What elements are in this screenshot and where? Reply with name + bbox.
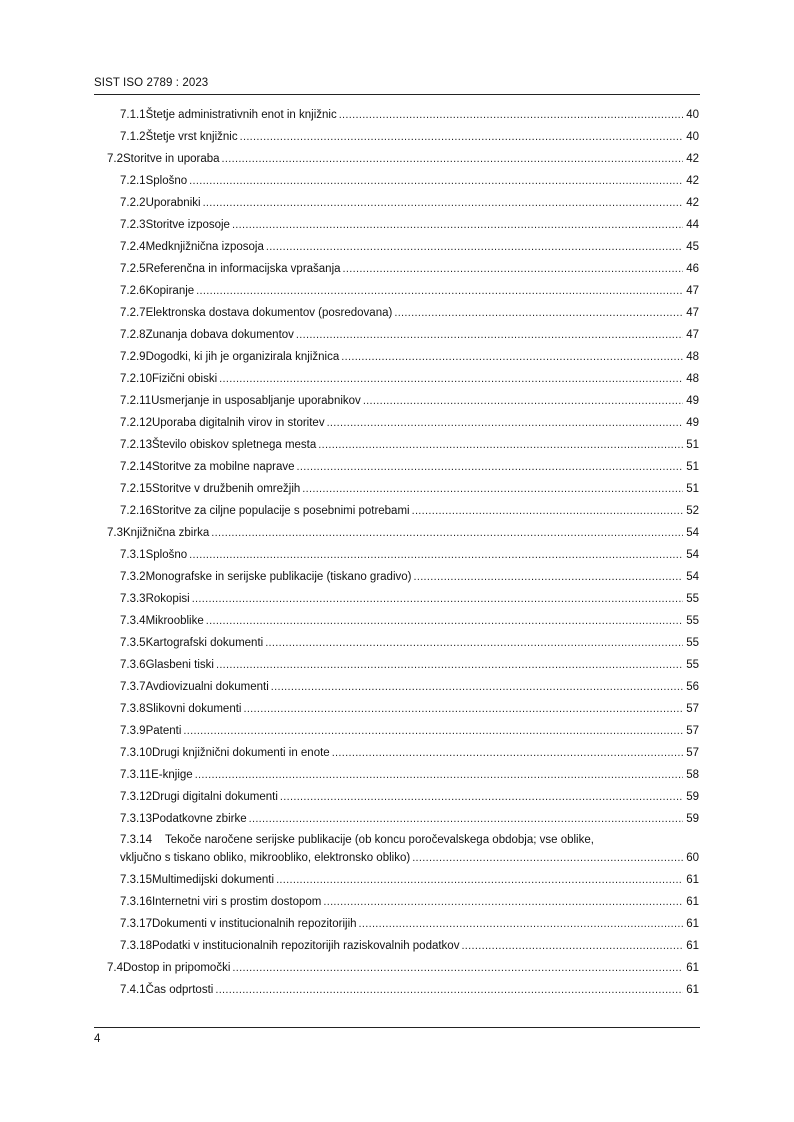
- toc-entry-page: 61: [686, 896, 699, 908]
- toc-entry-title: Uporaba digitalnih virov in storitev: [151, 417, 325, 429]
- toc-leader-dots: [323, 895, 683, 909]
- toc-entry-number: 7.3.7: [120, 681, 146, 693]
- toc-entry-number: 7.3: [107, 527, 123, 539]
- toc-entry[interactable]: [120, 438, 699, 452]
- toc-entry[interactable]: [120, 983, 699, 997]
- toc-entry-number: 7.2.11: [120, 395, 152, 407]
- toc-leader-dots: [332, 746, 683, 760]
- toc-entry[interactable]: [120, 196, 699, 210]
- toc-entry-page: 54: [686, 527, 699, 539]
- toc-entry-page: 61: [686, 940, 699, 952]
- toc-entry[interactable]: [120, 702, 699, 716]
- toc-leader-dots: [232, 218, 683, 232]
- toc-entry[interactable]: [120, 218, 699, 232]
- toc-entry-title: Štetje administrativnih enot in knjižnic: [145, 109, 337, 121]
- toc-entry-title: Storitve za mobilne naprave: [151, 461, 295, 473]
- toc-leader-dots: [215, 983, 683, 997]
- toc-entry-title: Fizični obiski: [151, 373, 218, 385]
- toc-entry-number: 7.2.3: [120, 219, 146, 231]
- toc-entry-title: Štetje vrst knjižnic: [145, 131, 238, 143]
- toc-entry-number: 7.4.1: [120, 984, 146, 996]
- toc-entry-title-continued: vključno s tiskano obliko, mikroobliko, elektronsko obliko): [120, 852, 411, 864]
- toc-leader-dots: [249, 812, 683, 826]
- toc-entry[interactable]: [120, 548, 699, 562]
- toc-leader-dots: [195, 768, 683, 782]
- toc-section[interactable]: [107, 961, 699, 975]
- toc-entry-title: Dogodki, ki jih je organizirala knjižnica: [145, 351, 340, 363]
- toc-entry-page: 49: [686, 417, 699, 429]
- toc-entry-number: 7.3.4: [120, 615, 146, 627]
- toc-leader-dots: [216, 658, 683, 672]
- toc-entry-page: 40: [686, 131, 699, 143]
- toc-entry-page: 61: [686, 962, 699, 974]
- toc-leader-dots: [327, 416, 683, 430]
- toc-entry-number: 7.2.9: [120, 351, 146, 363]
- toc-entry[interactable]: [120, 350, 699, 364]
- toc-leader-dots: [222, 152, 683, 166]
- toc-entry-title: Storitve in uporaba: [123, 153, 220, 165]
- toc-entry-number: 7.2.13: [120, 439, 152, 451]
- header-divider: [94, 94, 700, 95]
- toc-leader-dots: [203, 196, 683, 210]
- toc-leader-dots: [343, 262, 683, 276]
- toc-entry[interactable]: [120, 851, 699, 865]
- toc-entry[interactable]: [120, 262, 699, 276]
- toc-entry-number: 7.3.12: [120, 791, 152, 803]
- toc-entry-page: 55: [686, 593, 699, 605]
- toc-entry-page: 51: [686, 483, 699, 495]
- toc-entry-page: 47: [686, 329, 699, 341]
- toc-leader-dots: [265, 636, 683, 650]
- toc-entry-title: Splošno: [145, 549, 188, 561]
- toc-entry[interactable]: [120, 895, 699, 909]
- running-header: SIST ISO 2789 : 2023: [94, 77, 209, 89]
- toc-entry-title: Multimedijski dokumenti: [151, 874, 275, 886]
- toc-entry-number: 7.1.1: [120, 109, 146, 121]
- toc-entry-title: Knjižnična zbirka: [123, 527, 210, 539]
- toc-entry-number: 7.3.15: [120, 874, 152, 886]
- toc-entry-number: 7.3.16: [120, 896, 152, 908]
- toc-entry-number: 7.2.12: [120, 417, 152, 429]
- toc-entry-title: Referenčna in informacijska vprašanja: [145, 263, 341, 275]
- toc-leader-dots: [280, 790, 683, 804]
- toc-leader-dots: [240, 130, 683, 144]
- toc-entry-number: 7.3.3: [120, 593, 146, 605]
- toc-entry-number: 7.2.7: [120, 307, 146, 319]
- toc-entry-number: 7.3.11: [120, 769, 152, 781]
- toc-entry-title: Število obiskov spletnega mesta: [151, 439, 317, 451]
- toc-entry-title: Elektronska dostava dokumentov (posredovana): [145, 307, 393, 319]
- toc-entry-page: 57: [686, 725, 699, 737]
- toc-entry-title: Glasbeni tiski: [145, 659, 214, 671]
- toc-entry-number: 7.3.1: [120, 549, 146, 561]
- toc-entry[interactable]: [120, 724, 699, 738]
- toc-leader-dots: [189, 548, 683, 562]
- toc-entry-number: 7.2.2: [120, 197, 146, 209]
- toc-leader-dots: [266, 240, 683, 254]
- toc-entry-page: 47: [686, 307, 699, 319]
- toc-entry-number: 7.3.14: [120, 834, 152, 846]
- toc-entry-title: Mikrooblike: [145, 615, 204, 627]
- toc-entry-title: Drugi knjižnični dokumenti in enote: [151, 747, 330, 759]
- toc-entry-title: Medknjižnična izposoja: [145, 241, 264, 253]
- toc-entry-page: 40: [686, 109, 699, 121]
- toc-entry[interactable]: [120, 768, 699, 782]
- toc-entry-title: Dostop in pripomočki: [123, 962, 231, 974]
- toc-entry-title: Drugi digitalni dokumenti: [151, 791, 278, 803]
- toc-leader-dots: [206, 614, 683, 628]
- toc-leader-dots: [363, 394, 683, 408]
- toc-entry-page: 55: [686, 615, 699, 627]
- toc-entry[interactable]: [120, 174, 699, 188]
- toc-leader-dots: [297, 460, 683, 474]
- toc-entry[interactable]: [120, 570, 699, 584]
- toc-leader-dots: [232, 961, 683, 975]
- toc-entry-page: 49: [686, 395, 699, 407]
- toc-entry-title: Podatkovne zbirke: [151, 813, 247, 825]
- toc-entry-page: 55: [686, 659, 699, 671]
- toc-leader-dots: [189, 174, 683, 188]
- toc-entry[interactable]: [120, 636, 699, 650]
- toc-entry-number: 7.2.5: [120, 263, 146, 275]
- toc-leader-dots: [219, 372, 683, 386]
- toc-entry-page: 61: [686, 874, 699, 886]
- toc-entry-page: 59: [686, 813, 699, 825]
- toc-entry[interactable]: [120, 812, 699, 826]
- toc-entry-title: Uporabniki: [145, 197, 201, 209]
- toc-entry-number: 7.3.17: [120, 918, 152, 930]
- toc-entry-number: 7.2.10: [120, 373, 152, 385]
- toc-entry-page: 42: [686, 197, 699, 209]
- toc-entry-title: Avdiovizualni dokumenti: [145, 681, 269, 693]
- toc-section[interactable]: [107, 152, 699, 166]
- toc-entry-title: Storitve izposoje: [145, 219, 230, 231]
- toc-entry-page: 46: [686, 263, 699, 275]
- toc-entry-page: 54: [686, 571, 699, 583]
- toc-entry-page: 59: [686, 791, 699, 803]
- toc-entry-page: 51: [686, 439, 699, 451]
- toc-entry-number: 7.3.18: [120, 940, 152, 952]
- toc-entry-page: 42: [686, 153, 699, 165]
- toc-entry-number: 7.2.8: [120, 329, 146, 341]
- toc-entry-title: Podatki v institucionalnih repozitorijih raziskovalnih podatkov: [151, 940, 460, 952]
- toc-entry-title: Rokopisi: [145, 593, 190, 605]
- toc-entry-number: 7.2.14: [120, 461, 152, 473]
- toc-entry[interactable]: [120, 482, 699, 496]
- toc-entry-title: Slikovni dokumenti: [145, 703, 242, 715]
- toc-entry-title: Splošno: [145, 175, 188, 187]
- toc-entry[interactable]: [120, 746, 699, 760]
- toc-entry-title: Storitve za ciljne populacije s posebnimi potrebami: [151, 505, 410, 517]
- toc-entry[interactable]: [120, 328, 699, 342]
- toc-entry-page: 61: [686, 918, 699, 930]
- toc-entry-page: 44: [686, 219, 699, 231]
- toc-entry-title: Kartografski dokumenti: [145, 637, 264, 649]
- toc-entry-page: 42: [686, 175, 699, 187]
- toc-entry-page: 58: [686, 769, 699, 781]
- toc-entry-title: E-knjige: [151, 769, 193, 781]
- toc-entry-title: Monografske in serijske publikacije (tiskano gradivo): [145, 571, 412, 583]
- toc-entry-number: 7.2.4: [120, 241, 146, 253]
- toc-leader-dots: [359, 917, 683, 931]
- toc-entry[interactable]: [120, 306, 699, 320]
- toc-entry[interactable]: [120, 680, 699, 694]
- toc-entry[interactable]: [120, 917, 699, 931]
- toc-entry-number: 7.2: [107, 153, 123, 165]
- toc-leader-dots: [461, 939, 683, 953]
- toc-leader-dots: [341, 350, 683, 364]
- toc-leader-dots: [412, 504, 683, 518]
- toc-entry-number: 7.1.2: [120, 131, 146, 143]
- toc-leader-dots: [271, 680, 683, 694]
- toc-entry-page: 48: [686, 351, 699, 363]
- toc-entry-title: Storitve v družbenih omrežjih: [151, 483, 301, 495]
- toc-leader-dots: [192, 592, 683, 606]
- toc-entry-number: 7.3.2: [120, 571, 146, 583]
- page-number: 4: [94, 1033, 101, 1045]
- toc-entry-page: 54: [686, 549, 699, 561]
- toc-entry-page: 47: [686, 285, 699, 297]
- toc-entry-title: Internetni viri s prostim dostopom: [151, 896, 322, 908]
- toc-entry[interactable]: [120, 790, 699, 804]
- toc-entry[interactable]: [120, 873, 699, 887]
- toc-entry-page: 61: [686, 984, 699, 996]
- toc-leader-dots: [394, 306, 683, 320]
- toc-entry-title: Dokumenti v institucionalnih repozitorijih: [151, 918, 357, 930]
- toc-entry-number: 7.2.16: [120, 505, 152, 517]
- toc-leader-dots: [339, 108, 683, 122]
- toc-entry-page: 57: [686, 703, 699, 715]
- toc-entry[interactable]: [120, 416, 699, 430]
- toc-entry-number: 7.2.1: [120, 175, 146, 187]
- toc-leader-dots: [243, 702, 683, 716]
- toc-entry[interactable]: [120, 460, 699, 474]
- toc-entry-page: 55: [686, 637, 699, 649]
- toc-entry-title: Čas odprtosti: [145, 984, 214, 996]
- toc-entry-number: 7.2.15: [120, 483, 152, 495]
- toc-entry-number: 7.3.8: [120, 703, 146, 715]
- toc-entry[interactable]: [120, 658, 699, 672]
- toc-leader-dots: [196, 284, 683, 298]
- footer-divider: [94, 1027, 700, 1028]
- toc-entry-page: 56: [686, 681, 699, 693]
- toc-leader-dots: [296, 328, 683, 342]
- toc-entry[interactable]: [120, 372, 699, 386]
- toc-section[interactable]: [107, 526, 699, 540]
- toc-entry-number: 7.3.5: [120, 637, 146, 649]
- toc-entry-page: 52: [686, 505, 699, 517]
- toc-entry-number: 7.4: [107, 962, 123, 974]
- toc-entry[interactable]: [120, 394, 699, 408]
- toc-entry-number: 7.3.13: [120, 813, 152, 825]
- toc-entry-page: 57: [686, 747, 699, 759]
- toc-entry-page: 45: [686, 241, 699, 253]
- toc-leader-dots: [318, 438, 683, 452]
- toc-entry-number: 7.3.10: [120, 747, 152, 759]
- toc-entry-number: 7.3.9: [120, 725, 146, 737]
- toc-entry[interactable]: [120, 939, 699, 953]
- toc-leader-dots: [413, 570, 683, 584]
- toc-entry-title: Usmerjanje in usposabljanje uporabnikov: [151, 395, 361, 407]
- toc-entry-page: 48: [686, 373, 699, 385]
- toc-entry-title: Tekoče naročene serijske publikacije (ob koncu poročevalskega obdobja; vse oblike,: [165, 834, 594, 846]
- toc-leader-dots: [276, 873, 683, 887]
- toc-entry[interactable]: [120, 504, 699, 518]
- toc-entry-number: 7.3.6: [120, 659, 146, 671]
- toc-entry-title: Zunanja dobava dokumentov: [145, 329, 294, 341]
- toc-leader-dots: [211, 526, 683, 540]
- toc-entry-title: Kopiranje: [145, 285, 195, 297]
- toc-entry[interactable]: [120, 130, 699, 144]
- toc-entry-wrap-line[interactable]: [120, 834, 594, 846]
- toc-entry[interactable]: [120, 284, 699, 298]
- toc-entry-number: 7.2.6: [120, 285, 146, 297]
- toc-leader-dots: [183, 724, 683, 738]
- toc-entry-title: Patenti: [145, 725, 182, 737]
- toc-entry-page: 60: [686, 852, 699, 864]
- toc-entry[interactable]: [120, 592, 699, 606]
- toc-leader-dots: [302, 482, 683, 496]
- toc-entry-page: 51: [686, 461, 699, 473]
- toc-entry[interactable]: [120, 108, 699, 122]
- toc-entry[interactable]: [120, 614, 699, 628]
- toc-leader-dots: [412, 851, 683, 865]
- toc-entry[interactable]: [120, 240, 699, 254]
